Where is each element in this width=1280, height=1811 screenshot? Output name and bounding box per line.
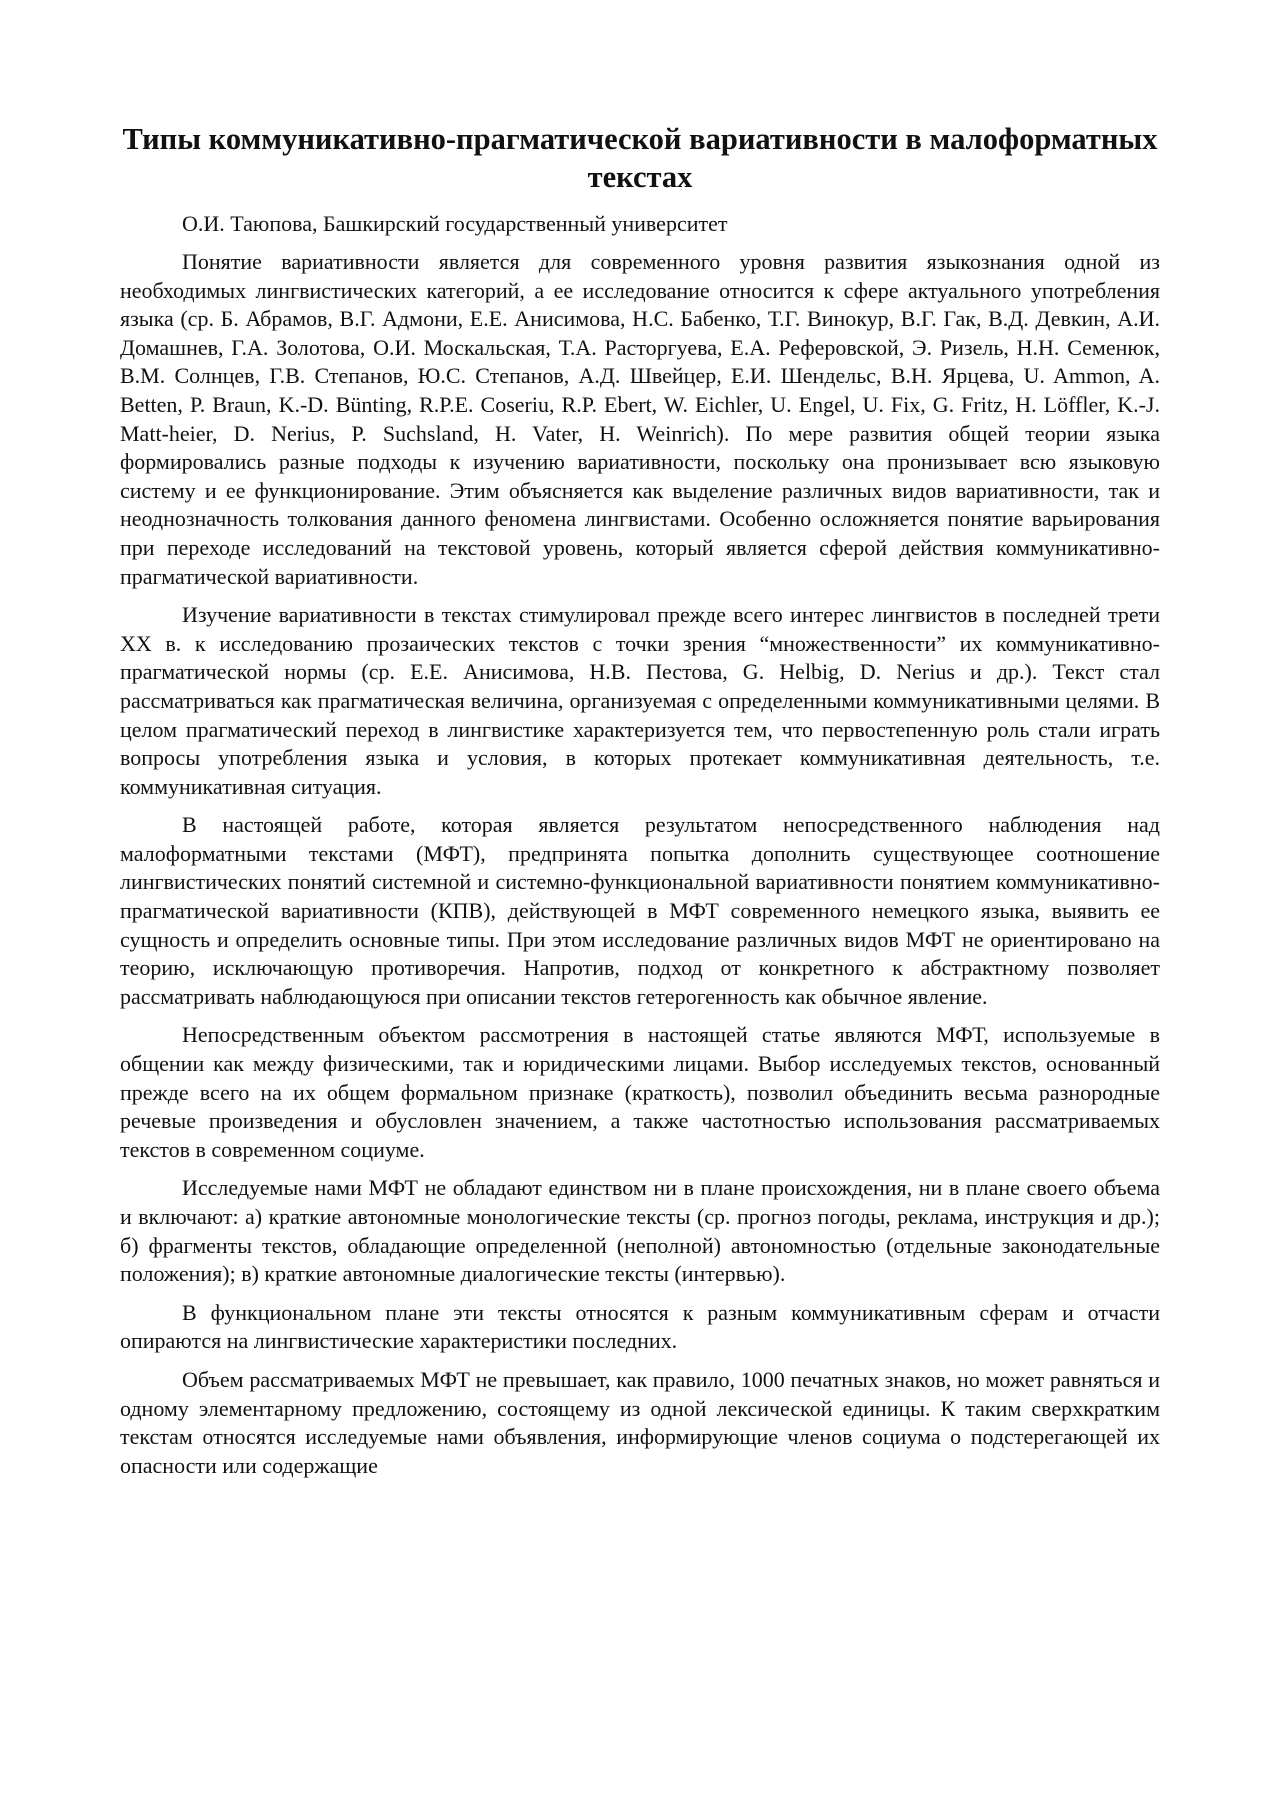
paragraph-7: Объем рассматриваемых МФТ не превышает, как правило, 1000 печатных знаков, но может равняться и одному элементарному предложению, состоящему из одной лексической единицы. К таким сверхкратким текстам относятся исследуемые нами объявления, информирующие членов социума о подстерегающей их опасности или содержащие	[120, 1366, 1160, 1478]
paragraph-2: Изучение вариативности в текстах стимулировал прежде всего интерес лингвистов в последней трети XX в. к исследованию прозаических текстов с точки зрения “множественности” их коммуникативно-прагматической нормы (ср. Е.Е. Анисимова, Н.В. Пестова, G. Helbig, D. Nerius и др.). Текст стал рассматриваться как прагматическая величина, организуемая с определенными коммуникативными целями. В целом прагматический переход в лингвистике характеризуется тем, что первостепенную роль стали играть вопросы употребления языка и условия, в которых протекает коммуникативная деятельность, т.е. коммуникативная ситуация.	[120, 602, 1160, 799]
page-title: Типы коммуникативно-прагматической вариативности в малоформатных текстах	[122, 122, 1158, 194]
document-page	[120, 120, 1160, 1490]
paragraph-3: В настоящей работе, которая является результатом непосредственного наблюдения над малоформатными текстами (МФТ), предпринята попытка дополнить существующее соотношение лингвистических понятий системной и системно-функциональной вариативности понятием коммуникативно-прагматической вариативности (КПВ), действующей в МФТ современного немецкого языка, выявить ее сущность и определить основные типы. При этом исследование различных видов МФТ не ориентировано на теорию, исключающую противоречия. Напротив, подход от конкретного к абстрактному позволяет рассматривать наблюдающуюся при описании текстов гетерогенность как обычное явление.	[120, 812, 1160, 1009]
paragraph-5: Исследуемые нами МФТ не обладают единством ни в плане происхождения, ни в плане своего объема и включают: а) краткие автономные монологические тексты (ср. прогноз погоды, реклама, инструкция и др.); б) фрагменты текстов, обладающие определенной (неполной) автономностью (отдельные законодательные положения); в) краткие автономные диалогические тексты (интервью).	[120, 1175, 1160, 1287]
author-line: О.И. Таюпова, Башкирский государственный университет	[182, 211, 728, 236]
paragraph-1: Понятие вариативности является для современного уровня развития языкознания одной из необходимых лингвистических категорий, а ее исследование относится к сфере актуального употребления языка (ср. Б. Абрамов, В.Г. Адмони, Е.Е. Анисимова, Н.С. Бабенко, Т.Г. Винокур, В.Г. Гак, В.Д. Девкин, А.И. Домашнев, Г.А. Золотова, О.И. Москальская, Т.А. Расторгуева, Е.А. Реферовской, Э. Ризель, Н.Н. Семенюк, В.М. Солнцев, Г.В. Степанов, Ю.С. Степанов, А.Д. Швейцер, Е.И. Шендельс, В.Н. Ярцева, U. Ammon, A. Betten, P. Braun, K.-D. Bünting, R.P.E. Coseriu, R.P. Ebert, W. Eichler, U. Engel, U. Fix, G. Fritz, H. Löffler, K.-J. Matt-heier, D. Nerius, P. Suchsland, H. Vater, H. Weinrich). По мере развития общей теории языка формировались разные подходы к изучению вариативности, поскольку она пронизывает всю языковую систему и ее функционирование. Этим объясняется как выделение различных видов вариативности, так и неоднозначность толкования данного феномена лингвистами. Особенно осложняется понятие варьирования при переходе исследований на текстовой уровень, который является сферой действия коммуникативно-прагматической вариативности.	[120, 249, 1160, 589]
paragraph-4: Непосредственным объектом рассмотрения в настоящей статье являются МФТ, используемые в общении как между физическими, так и юридическими лицами. Выбор исследуемых текстов, основанный прежде всего на их общем формальном признаке (краткость), позволил объединить весьма разнородные речевые произведения и обусловлен значением, а также частотностью использования рассматриваемых текстов в современном социуме.	[120, 1022, 1160, 1162]
paragraph-6: В функциональном плане эти тексты относятся к разным коммуникативным сферам и отчасти опираются на лингвистические характеристики последних.	[120, 1299, 1160, 1354]
